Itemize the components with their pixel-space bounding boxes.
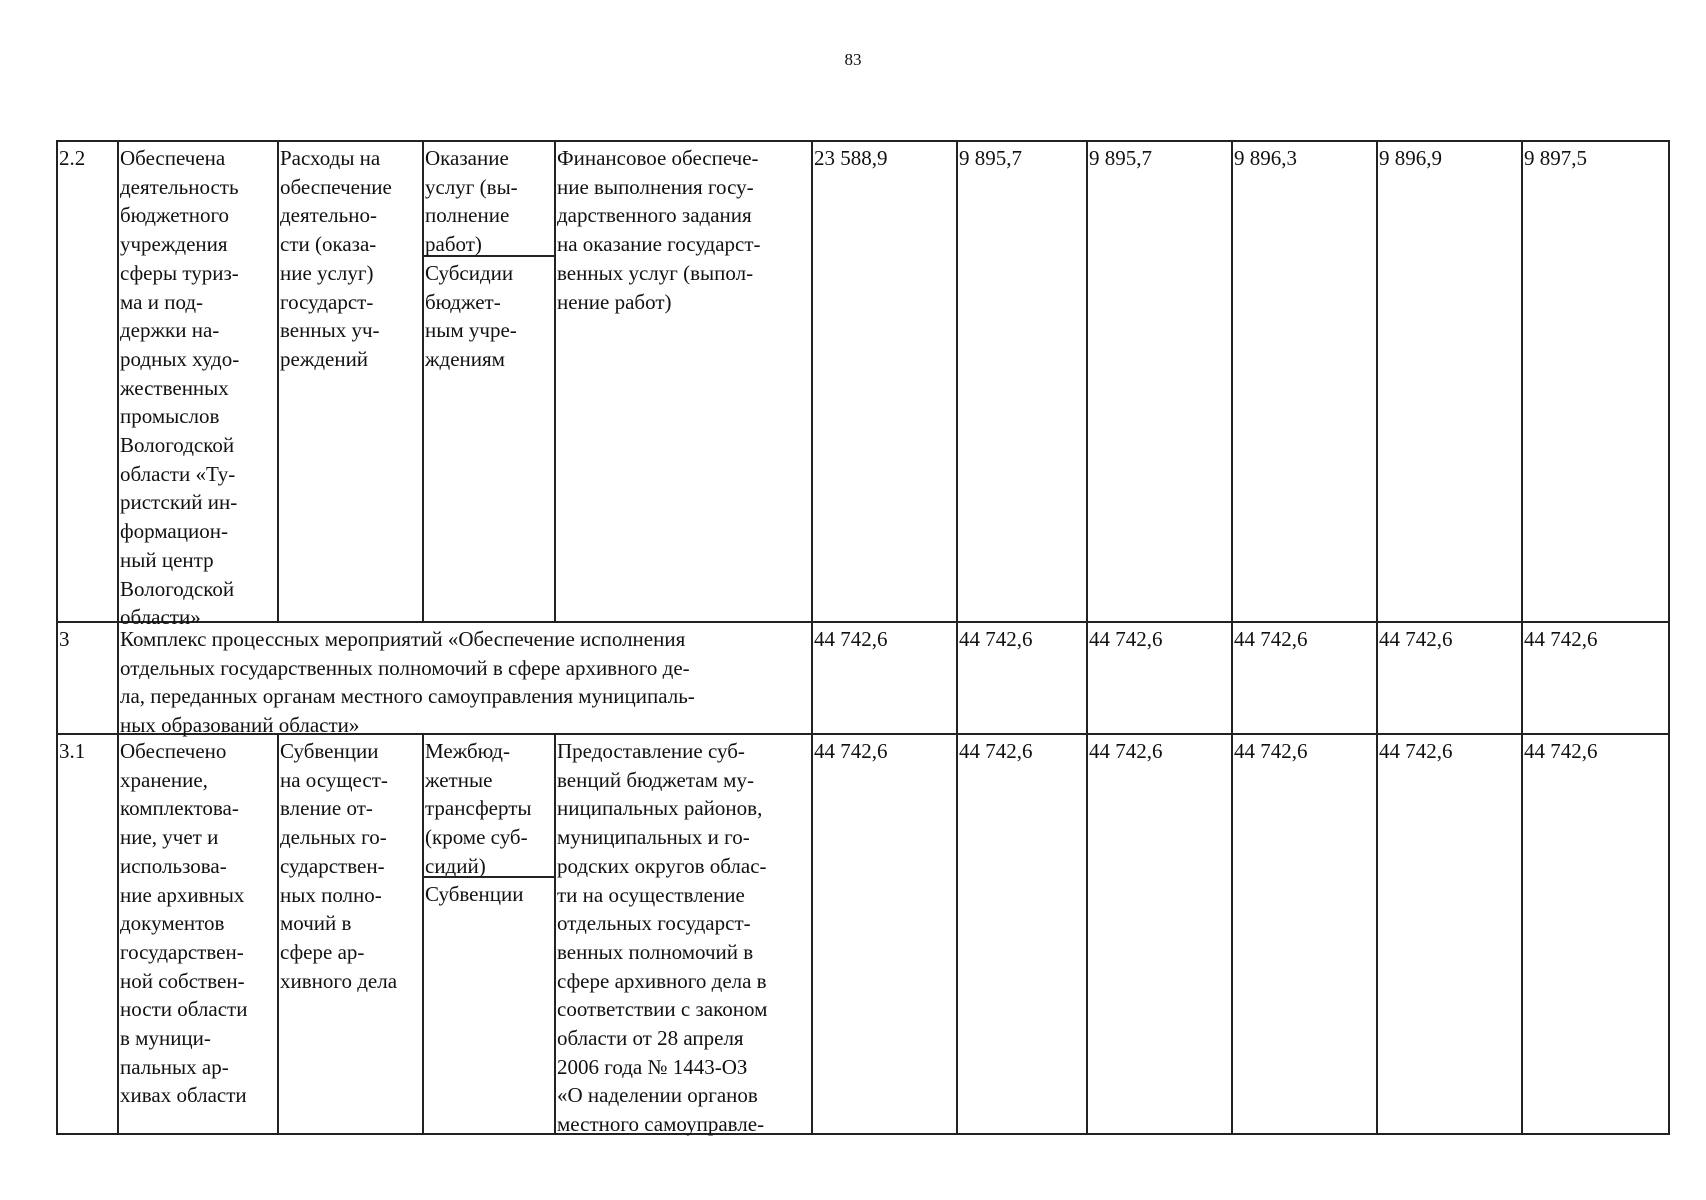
value-cell: 23 588,9: [814, 146, 888, 170]
row-number: 3.1: [59, 739, 86, 763]
result-cell: Обеспечено хранение, комплектова- ние, учет и использова- ние архивных документов государствен- ной собствен- ности области в муници- пальных ар- хивах области: [120, 739, 248, 1108]
type-top-cell: Межбюд- жетные трансферты (кроме суб- сидий): [425, 739, 532, 878]
value-cell: 9 895,7: [959, 146, 1022, 170]
type-bottom-cell: Субсидии бюджет- ным учре- ждениям: [425, 261, 517, 372]
column-divider: [422, 140, 424, 622]
column-divider: [422, 733, 424, 1135]
row-number: 2.2: [59, 146, 86, 170]
page-number: 83: [844, 50, 862, 69]
column-divider: [811, 140, 813, 1135]
column-divider: [117, 140, 119, 1135]
column-divider: [956, 140, 958, 1135]
column-divider: [277, 733, 279, 1135]
column-divider: [1231, 140, 1233, 1135]
column-divider: [1376, 140, 1378, 1135]
value-cell: 44 742,6: [1524, 627, 1598, 651]
column-divider: [554, 140, 556, 622]
table-border-bottom: [56, 1133, 1670, 1135]
value-cell: 44 742,6: [814, 739, 888, 763]
column-divider: [277, 140, 279, 622]
value-cell: 44 742,6: [814, 627, 888, 651]
description-cell: Предоставление суб- венций бюджетам му- ниципальных районов, муниципальных и го- родских округов облас- ти на осуществление отдельных государст- венных полномочий в сфере архивного дела в соответствии с законом области от 28 апреля 2006 года № 1443-ОЗ «О наделении органов местного самоуправле-: [557, 739, 768, 1137]
value-cell: 44 742,6: [1524, 739, 1598, 763]
type-top-cell: Оказание услуг (вы- полнение работ): [425, 146, 518, 257]
table-border-top: [56, 140, 1670, 142]
value-cell: 44 742,6: [1089, 739, 1163, 763]
table-border-right: [1668, 140, 1670, 1135]
type-bottom-cell: Субвенции: [425, 882, 524, 906]
result-cell: Обеспечена деятельность бюджетного учреждения сферы туриз- ма и под- держки на- родных худо- жественных промыслов Вологодской области «Ту- ристский ин- формацион- ный центр Вологодской области»: [120, 146, 240, 630]
section-title: Комплекс процессных мероприятий «Обеспечение исполнения отдельных государственных полномочий в сфере архивного де- ла, переданных органам местного самоуправления муниципаль- ных образований области»: [120, 627, 695, 738]
description-cell: Финансовое обеспече- ние выполнения госу- дарственного задания на оказание государст- венных услуг (выпол- нение работ): [557, 146, 761, 314]
value-cell: 9 897,5: [1524, 146, 1587, 170]
expense-type-cell: Расходы на обеспечение деятельно- сти (оказа- ние услуг) государст- венных уч- реждений: [280, 146, 392, 371]
row-number: 3: [59, 627, 70, 651]
value-cell: 9 896,3: [1234, 146, 1297, 170]
row-divider: [56, 621, 1670, 623]
column-divider: [554, 733, 556, 1135]
value-cell: 9 896,9: [1379, 146, 1442, 170]
value-cell: 9 895,7: [1089, 146, 1152, 170]
value-cell: 44 742,6: [959, 739, 1033, 763]
value-cell: 44 742,6: [1379, 739, 1453, 763]
value-cell: 44 742,6: [1234, 627, 1308, 651]
value-cell: 44 742,6: [1379, 627, 1453, 651]
value-cell: 44 742,6: [959, 627, 1033, 651]
expense-type-cell: Субвенции на осущест- вление от- дельных го- сударствен- ных полно- мочий в сфере ар- хивного дела: [280, 739, 398, 993]
budget-table: [56, 140, 1670, 1135]
column-divider: [1086, 140, 1088, 1135]
value-cell: 44 742,6: [1089, 627, 1163, 651]
column-divider: [1521, 140, 1523, 1135]
table-border-left: [56, 140, 58, 1135]
value-cell: 44 742,6: [1234, 739, 1308, 763]
